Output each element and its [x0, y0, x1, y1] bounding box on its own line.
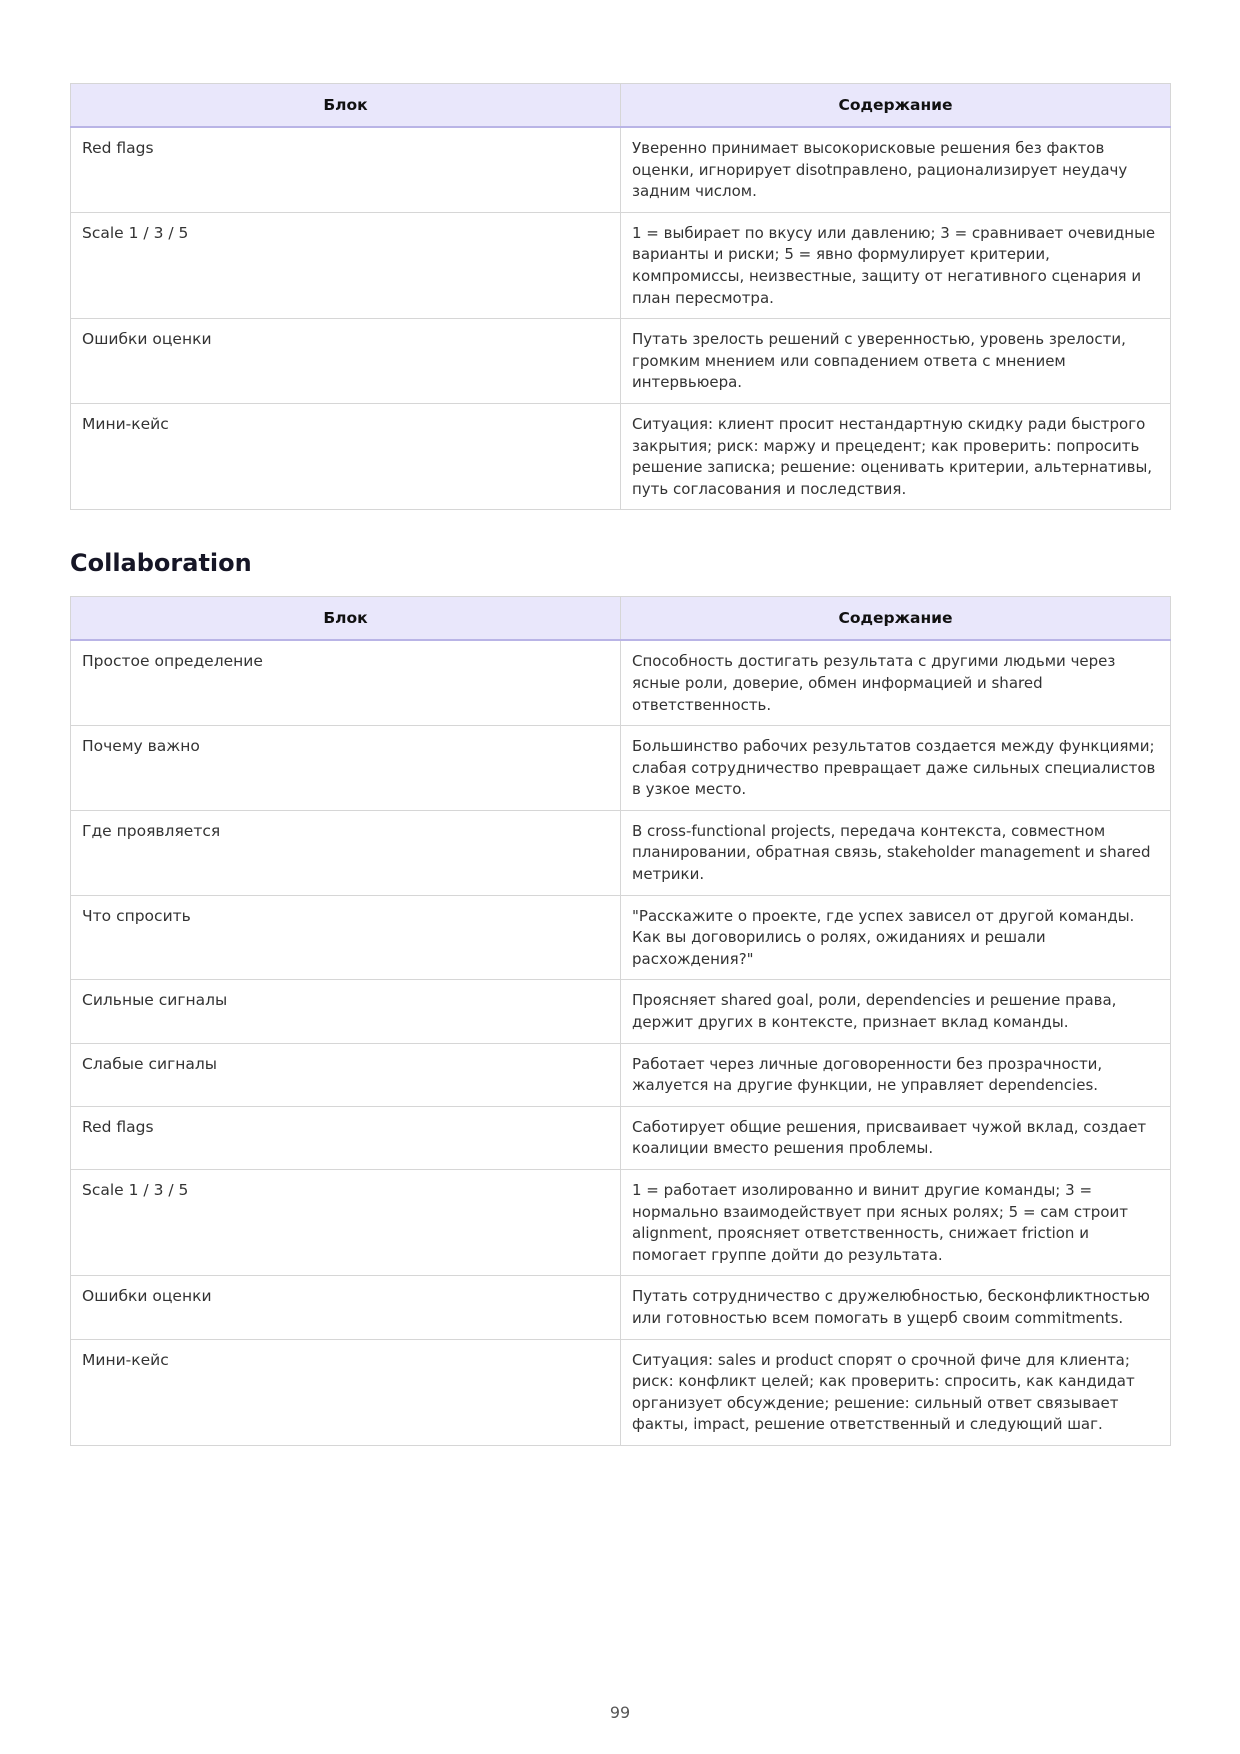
row-value: Путать зрелость решений с уверенностью, уровень зрелости, громким мнением или совпадением ответа с мнением интервьюера.	[621, 319, 1171, 404]
page-content	[70, 83, 1170, 1446]
row-label: Сильные сигналы	[71, 980, 621, 1043]
row-label: Ошибки оценки	[71, 319, 621, 404]
table-row	[71, 1106, 1171, 1169]
table-row	[71, 1043, 1171, 1106]
row-label: Red flags	[71, 127, 621, 212]
table-row	[71, 726, 1171, 811]
row-value: Ситуация: sales и product спорят о срочной фиче для клиента; риск: конфликт целей; как проверить: спросить, как кандидат организует обсуждение; решение: сильный ответ связывает факты, impact, решение ответственный и следующий шаг.	[621, 1339, 1171, 1445]
row-value: В cross-functional projects, передача контекста, совместном планировании, обратная связь, stakeholder management и shared метрики.	[621, 810, 1171, 895]
row-value: Работает через личные договоренности без прозрачности, жалуется на другие функции, не управляет dependencies.	[621, 1043, 1171, 1106]
row-value: 1 = работает изолированно и винит другие команды; 3 = нормально взаимодействует при ясных ролях; 5 = сам строит alignment, проясняет ответственность, снижает friction и помогает группе дойти до результата.	[621, 1170, 1171, 1276]
row-label: Scale 1 / 3 / 5	[71, 1170, 621, 1276]
row-label: Почему важно	[71, 726, 621, 811]
column-header-block: Блок	[71, 597, 621, 641]
column-header-block: Блок	[71, 84, 621, 128]
table-row	[71, 1339, 1171, 1445]
row-value: 1 = выбирает по вкусу или давлению; 3 = сравнивает очевидные варианты и риски; 5 = явно формулирует критерии, компромиссы, неизвестные, защиту от негативного сценария и план пересмотра.	[621, 212, 1171, 318]
row-label: Где проявляется	[71, 810, 621, 895]
table-row	[71, 1276, 1171, 1339]
row-value: Проясняет shared goal, роли, dependencies и решение права, держит других в контексте, признает вклад команды.	[621, 980, 1171, 1043]
row-label: Red flags	[71, 1106, 621, 1169]
row-label: Scale 1 / 3 / 5	[71, 212, 621, 318]
row-label: Простое определение	[71, 640, 621, 725]
table-row	[71, 212, 1171, 318]
table-row	[71, 319, 1171, 404]
page-number: 99	[609, 1703, 631, 1722]
row-label: Мини-кейс	[71, 1339, 621, 1445]
row-value: "Расскажите о проекте, где успех зависел от другой команды. Как вы договорились о ролях, ожиданиях и решали расхождения?"	[621, 895, 1171, 980]
row-value: Путать сотрудничество с дружелюбностью, бесконфликтностью или готовностью всем помогать в ущерб своим commitments.	[621, 1276, 1171, 1339]
criteria-table-2	[70, 596, 1171, 1446]
table-row	[71, 640, 1171, 725]
table-row	[71, 403, 1171, 509]
row-value: Ситуация: клиент просит нестандартную скидку ради быстрого закрытия; риск: маржу и прецедент; как проверить: попросить решение записка; решение: оценивать критерии, альтернативы, путь согласования и последствия.	[621, 403, 1171, 509]
row-value: Большинство рабочих результатов создается между функциями; слабая сотрудничество превращает даже сильных специалистов в узкое место.	[621, 726, 1171, 811]
row-value: Саботирует общие решения, присваивает чужой вклад, создает коалиции вместо решения проблемы.	[621, 1106, 1171, 1169]
row-label: Слабые сигналы	[71, 1043, 621, 1106]
table-row	[71, 127, 1171, 212]
table-row	[71, 895, 1171, 980]
row-value: Способность достигать результата с другими людьми через ясные роли, доверие, обмен информацией и shared ответственность.	[621, 640, 1171, 725]
column-header-content: Содержание	[621, 597, 1171, 641]
row-label: Ошибки оценки	[71, 1276, 621, 1339]
criteria-table-1	[70, 83, 1171, 510]
row-label: Что спросить	[71, 895, 621, 980]
table-header-row	[71, 84, 1171, 128]
section-heading-collaboration: Collaboration	[70, 549, 252, 578]
table-row	[71, 1170, 1171, 1276]
column-header-content: Содержание	[621, 84, 1171, 128]
row-value: Уверенно принимает высокорисковые решения без фактов оценки, игнорирует disotправлено, рационализирует неудачу задним числом.	[621, 127, 1171, 212]
table-row	[71, 980, 1171, 1043]
table-header-row	[71, 597, 1171, 641]
table-row	[71, 810, 1171, 895]
row-label: Мини-кейс	[71, 403, 621, 509]
